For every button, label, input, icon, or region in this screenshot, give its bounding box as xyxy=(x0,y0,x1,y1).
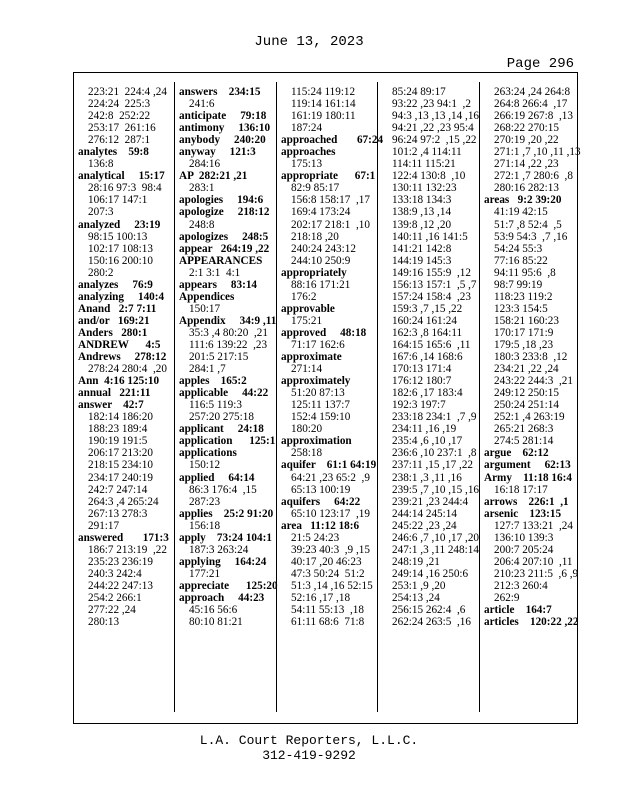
index-entry: arrows 226:1 ,1 xyxy=(484,495,569,508)
index-reference: 150:12 xyxy=(189,459,221,472)
index-reference: 202:17 218:1 ,10 xyxy=(291,218,370,231)
index-reference: 182:14 186:20 xyxy=(88,411,153,424)
index-reference: 130:11 132:23 xyxy=(392,182,457,195)
index-reference: 236:6 ,10 237:1 ,8 xyxy=(392,447,477,460)
index-reference: 96:24 97:2 ,15 ,22 xyxy=(392,134,477,147)
index-reference: 186:7 213:19 ,22 xyxy=(88,543,167,556)
column-divider xyxy=(174,82,175,712)
index-reference: 240:3 242:4 xyxy=(88,567,142,580)
index-reference: 283:1 xyxy=(189,182,215,195)
index-reference: 182:6 ,17 183:4 xyxy=(392,387,463,400)
index-reference: 116:5 119:3 xyxy=(189,399,242,412)
index-reference: 246:6 ,7 ,10 ,17 ,20 xyxy=(392,531,480,544)
index-entry: answers 234:15 xyxy=(179,86,261,98)
index-reference: 98:15 100:13 xyxy=(88,230,148,243)
index-reference: 234:11 ,16 ,19 xyxy=(392,423,457,436)
index-entry: AP 282:21 ,21 xyxy=(179,170,248,183)
index-reference: 263:24 ,24 264:8 xyxy=(494,86,571,98)
index-entry: analytes 59:8 xyxy=(78,146,149,159)
index-column-3 xyxy=(281,86,384,629)
index-entry: applying 164:24 xyxy=(179,555,267,568)
index-reference: 21:5 24:23 xyxy=(291,531,340,544)
index-reference: 139:8 ,12 ,20 xyxy=(392,218,452,231)
index-reference: 51:7 ,8 52:4 ,5 xyxy=(494,218,562,231)
index-entry: anyway 121:3 xyxy=(179,146,256,159)
index-entry: apologies 194:6 xyxy=(179,194,264,207)
index-reference: 102:17 108:13 xyxy=(88,242,153,255)
index-reference: 41:19 42:15 xyxy=(494,206,548,219)
index-entry: Anand 2:7 7:11 xyxy=(78,302,157,315)
index-reference: 180:3 233:8 ,12 xyxy=(494,351,568,364)
index-reference: 245:22 ,23 ,24 xyxy=(392,519,457,532)
index-reference: 149:16 155:9 ,12 xyxy=(392,266,471,279)
index-reference: 223:21 224:4 ,24 xyxy=(88,86,167,98)
index-entry: arsenic 123:15 xyxy=(484,507,562,520)
index-reference: 16:18 17:17 xyxy=(494,483,548,496)
index-reference: 51:20 87:13 xyxy=(291,387,345,400)
index-column-4 xyxy=(382,86,480,629)
index-entry: Army 11:18 16:4 xyxy=(484,471,572,484)
index-reference: 258:18 xyxy=(291,447,323,460)
index-entry: anticipate 79:18 xyxy=(179,110,267,123)
index-reference: 207:3 xyxy=(88,206,114,219)
index-reference: 144:19 145:3 xyxy=(392,254,452,267)
index-entry: antimony 136:10 xyxy=(179,122,271,135)
index-reference: 35:3 ,4 80:20 ,21 xyxy=(189,326,268,339)
index-reference: 257:20 275:18 xyxy=(189,411,254,424)
index-reference: 136:10 139:3 xyxy=(494,531,554,544)
index-entry: application 125:1 xyxy=(179,435,276,448)
index-reference: 187:24 xyxy=(291,122,323,135)
index-entry: applicable 44:22 xyxy=(179,387,269,400)
index-reference: 39:23 40:3 ,9 ,15 xyxy=(291,543,370,556)
index-reference: 224:24 225:3 xyxy=(88,98,151,111)
index-entry: approximately xyxy=(281,375,351,388)
index-reference: 268:22 270:15 xyxy=(494,122,559,135)
index-reference: 170:13 171:4 xyxy=(392,363,452,376)
index-reference: 256:15 262:4 ,6 xyxy=(392,604,466,617)
index-entry: article 164:7 xyxy=(484,604,552,617)
index-reference: 248:8 xyxy=(189,218,215,231)
index-reference: 162:3 ,8 164:11 xyxy=(392,326,463,339)
index-reference: 267:13 278:3 xyxy=(88,507,148,520)
index-reference: 159:3 ,7 ,15 ,22 xyxy=(392,302,463,315)
index-entry: applied 64:14 xyxy=(179,471,255,484)
index-reference: 270:19 ,20 ,22 xyxy=(494,134,559,147)
index-reference: 125:11 137:7 xyxy=(291,399,350,412)
index-reference: 234:21 ,22 ,24 xyxy=(494,363,559,376)
index-entry: applications xyxy=(179,447,237,460)
index-reference: 249:14 ,16 250:6 xyxy=(392,567,469,580)
index-reference: 249:12 250:15 xyxy=(494,387,559,400)
index-reference: 133:18 134:3 xyxy=(392,194,452,207)
index-reference: 280:13 xyxy=(88,616,120,629)
index-entry: Anders 280:1 xyxy=(78,326,148,339)
index-entry: applicant 24:18 xyxy=(179,423,264,436)
index-entry: approaches xyxy=(281,146,336,159)
index-entry: APPEARANCES xyxy=(179,254,263,267)
index-reference: 152:4 159:10 xyxy=(291,411,351,424)
index-entry: approach 44:23 xyxy=(179,591,265,604)
index-entry: Appendices xyxy=(179,290,235,303)
index-reference: 141:21 142:8 xyxy=(392,242,452,255)
index-reference: 180:20 xyxy=(291,423,323,436)
index-entry: answer 42:7 xyxy=(78,399,144,412)
index-entry: aquifer 61:1 64:19 xyxy=(281,459,377,472)
index-entry: argue 62:12 xyxy=(484,447,549,460)
column-divider xyxy=(276,82,277,712)
index-reference: 234:17 240:19 xyxy=(88,471,153,484)
index-reference: 254:2 266:1 xyxy=(88,591,142,604)
index-reference: 241:6 xyxy=(189,98,215,111)
index-reference: 244:14 245:14 xyxy=(392,507,457,520)
index-column-5 xyxy=(484,86,581,629)
index-reference: 114:11 115:21 xyxy=(392,158,456,171)
index-reference: 284:1 ,7 xyxy=(189,363,226,376)
index-reference: 248:19 ,21 xyxy=(392,555,440,568)
index-entry: apply 73:24 104:1 xyxy=(179,531,272,544)
index-reference: 188:23 189:4 xyxy=(88,423,148,436)
index-reference: 54:24 55:3 xyxy=(494,242,543,255)
index-reference: 278:24 280:4 ,20 xyxy=(88,363,167,376)
index-reference: 175:21 xyxy=(291,314,323,327)
footer-company: L.A. Court Reporters, L.L.C. xyxy=(199,733,419,748)
index-reference: 51:3 ,14 ,16 52:15 xyxy=(291,579,373,592)
index-reference: 157:24 158:4 ,23 xyxy=(392,290,471,303)
index-reference: 240:24 243:12 xyxy=(291,242,356,255)
index-reference: 88:16 171:21 xyxy=(291,278,351,291)
index-entry: apologizes 248:5 xyxy=(179,230,269,243)
index-reference: 170:17 171:9 xyxy=(494,326,554,339)
index-entry: articles 120:22 ,22 xyxy=(484,616,579,629)
index-entry: anybody 240:20 xyxy=(179,134,266,147)
index-reference: 28:16 97:3 98:4 xyxy=(88,182,162,195)
index-reference: 156:8 158:17 ,17 xyxy=(291,194,370,207)
index-reference: 264:8 266:4 ,17 xyxy=(494,98,568,111)
index-entry: annual 221:11 xyxy=(78,387,151,400)
index-reference: 47:3 50:24 51:2 xyxy=(291,567,365,580)
index-reference: 235:23 236:19 xyxy=(88,555,153,568)
index-reference: 218:15 234:10 xyxy=(88,459,153,472)
index-reference: 40:17 ,20 46:23 xyxy=(291,555,362,568)
index-entry: answered 171:3 xyxy=(78,531,169,544)
index-reference: 280:2 xyxy=(88,266,114,279)
index-reference: 150:16 200:10 xyxy=(88,254,153,267)
index-entry: area 11:12 18:6 xyxy=(281,519,360,532)
index-reference: 54:11 55:13 ,18 xyxy=(291,604,364,617)
index-reference: 284:16 xyxy=(189,158,221,171)
index-reference: 243:22 244:3 ,21 xyxy=(494,375,573,388)
index-reference: 266:19 267:8 ,13 xyxy=(494,110,573,123)
index-entry: approved 48:18 xyxy=(281,326,367,339)
index-reference: 52:16 ,17 ,18 xyxy=(291,591,351,604)
index-reference: 118:23 119:2 xyxy=(494,290,553,303)
index-reference: 190:19 191:5 xyxy=(88,435,148,448)
index-reference: 250:24 251:14 xyxy=(494,399,559,412)
index-entry: Ann 4:16 125:10 xyxy=(78,375,160,388)
index-reference: 280:16 282:13 xyxy=(494,182,559,195)
index-entry: approvable xyxy=(281,302,335,315)
index-reference: 115:24 119:12 xyxy=(291,86,356,98)
index-entry: appear 264:19 ,22 xyxy=(179,242,270,255)
index-reference: 242:7 247:14 xyxy=(88,483,148,496)
transcript-date: June 13, 2023 xyxy=(254,34,364,50)
index-reference: 206:4 207:10 ,11 xyxy=(494,555,573,568)
index-reference: 254:13 ,24 xyxy=(392,591,440,604)
index-reference: 262:9 xyxy=(494,591,520,604)
index-reference: 239:21 ,23 244:4 xyxy=(392,495,469,508)
index-reference: 276:12 287:1 xyxy=(88,134,151,147)
index-reference: 287:23 xyxy=(189,495,221,508)
index-entry: analytical 15:17 xyxy=(78,170,165,183)
index-reference: 264:3 ,4 265:24 xyxy=(88,495,159,508)
index-reference: 61:11 68:6 71:8 xyxy=(291,616,365,629)
index-reference: 169:4 173:24 xyxy=(291,206,351,219)
index-reference: 252:1 ,4 263:19 xyxy=(494,411,565,424)
index-reference: 265:21 268:3 xyxy=(494,423,554,436)
index-entry: applies 25:2 91:20 xyxy=(179,507,274,520)
index-reference: 277:22 ,24 xyxy=(88,604,136,617)
index-reference: 271:14 xyxy=(291,363,323,376)
index-reference: 177:21 xyxy=(189,567,221,580)
index-reference: 2:1 3:1 4:1 xyxy=(189,266,241,279)
index-reference: 235:4 ,6 ,10 ,17 xyxy=(392,435,463,448)
index-reference: 80:10 81:21 xyxy=(189,616,243,629)
index-reference: 253:17 261:16 xyxy=(88,122,156,135)
index-entry: approached 67:24 xyxy=(281,134,384,147)
index-entry: ANDREW 4:5 xyxy=(78,338,161,351)
index-entry: approximate xyxy=(281,351,342,364)
index-reference: 161:19 180:11 xyxy=(291,110,356,123)
index-reference: 175:13 xyxy=(291,158,323,171)
index-reference: 93:22 ,23 94:1 ,2 xyxy=(392,98,471,111)
index-reference: 212:3 260:4 xyxy=(494,579,548,592)
index-reference: 156:13 157:1 ,5 ,7 xyxy=(392,278,477,291)
index-reference: 201:5 217:15 xyxy=(189,351,249,364)
index-reference: 167:6 ,14 168:6 xyxy=(392,351,463,364)
index-entry: appropriately xyxy=(281,266,347,279)
index-reference: 262:24 263:5 ,16 xyxy=(392,616,471,629)
index-reference: 176:12 180:7 xyxy=(392,375,452,388)
index-entry: appreciate 125:20 xyxy=(179,579,278,592)
index-reference: 192:3 197:7 xyxy=(392,399,446,412)
index-reference: 200:7 205:24 xyxy=(494,543,554,556)
index-column-1 xyxy=(78,86,169,629)
index-reference: 271:14 ,22 ,23 xyxy=(494,158,559,171)
index-reference: 242:8 252:22 xyxy=(88,110,151,123)
page-number: Page 296 xyxy=(506,56,574,72)
index-reference: 106:17 147:1 xyxy=(88,194,148,207)
index-entry: aquifers 64:22 xyxy=(281,495,361,508)
index-entry: appropriate 67:1 xyxy=(281,170,376,183)
index-reference: 82:9 85:17 xyxy=(291,182,340,195)
index-reference: 187:3 263:24 xyxy=(189,543,249,556)
index-entry: analyzed 23:19 xyxy=(78,218,161,231)
index-reference: 291:17 xyxy=(88,519,120,532)
index-entry: apologize 218:12 xyxy=(179,206,270,219)
index-reference: 65:10 123:17 ,19 xyxy=(291,507,370,520)
index-entry: areas 9:2 39:20 xyxy=(484,194,562,207)
column-divider xyxy=(377,82,378,712)
index-reference: 176:2 xyxy=(291,290,317,303)
index-reference: 237:11 ,15 ,17 ,22 xyxy=(392,459,474,472)
index-reference: 136:8 xyxy=(88,158,114,171)
index-reference: 94:11 95:6 ,8 xyxy=(494,266,556,279)
index-reference: 65:13 100:19 xyxy=(291,483,351,496)
footer-phone: 312-419-9292 xyxy=(262,748,356,763)
index-reference: 179:5 ,18 ,23 xyxy=(494,338,554,351)
index-entry: analyzes 76:9 xyxy=(78,278,153,291)
index-reference: 218:18 ,20 xyxy=(291,230,339,243)
index-reference: 71:17 162:6 xyxy=(291,338,345,351)
index-entry: apples 165:2 xyxy=(179,375,247,388)
index-column-2 xyxy=(179,86,278,629)
index-reference: 77:16 85:22 xyxy=(494,254,548,267)
index-reference: 271:1 ,7 ,10 ,11 ,13 xyxy=(494,146,581,159)
index-reference: 111:6 139:22 ,23 xyxy=(189,338,268,351)
index-reference: 156:18 xyxy=(189,519,221,532)
index-entry: analyzing 140:4 xyxy=(78,290,165,303)
index-entry: argument 62:13 xyxy=(484,459,571,472)
index-reference: 210:23 211:5 ,6 ,9 xyxy=(494,567,579,580)
index-reference: 247:1 ,3 ,11 248:14 xyxy=(392,543,479,556)
index-reference: 253:1 ,9 ,20 xyxy=(392,579,446,592)
index-reference: 101:2 ,4 114:11 xyxy=(392,146,462,159)
index-reference: 272:1 ,7 280:6 ,8 xyxy=(494,170,573,183)
index-reference: 238:1 ,3 ,11 ,16 xyxy=(392,471,462,484)
index-reference: 138:9 ,13 ,14 xyxy=(392,206,452,219)
index-reference: 239:5 ,7 ,10 ,15 ,16 xyxy=(392,483,480,496)
index-reference: 53:9 54:3 ,7 ,16 xyxy=(494,230,568,243)
index-reference: 127:7 133:21 ,24 xyxy=(494,519,573,532)
index-reference: 150:17 xyxy=(189,302,221,315)
index-reference: 244:10 250:9 xyxy=(291,254,351,267)
index-entry: approximation xyxy=(281,435,352,448)
index-entry: and/or 169:21 xyxy=(78,314,150,327)
index-reference: 86:3 176:4 ,15 xyxy=(189,483,257,496)
index-reference: 64:21 ,23 65:2 ,9 xyxy=(291,471,370,484)
index-reference: 140:11 ,16 141:5 xyxy=(392,230,468,243)
index-reference: 274:5 281:14 xyxy=(494,435,554,448)
index-reference: 94:3 ,13 ,13 ,14 ,16 xyxy=(392,110,480,123)
index-reference: 94:21 ,22 ,23 95:4 xyxy=(392,122,474,135)
index-reference: 98:7 99:19 xyxy=(494,278,543,291)
index-reference: 122:4 130:8 ,10 xyxy=(392,170,466,183)
index-reference: 244:22 247:13 xyxy=(88,579,153,592)
index-reference: 160:24 161:24 xyxy=(392,314,457,327)
index-reference: 123:3 154:5 xyxy=(494,302,548,315)
index-reference: 158:21 160:23 xyxy=(494,314,559,327)
index-entry: Andrews 278:12 xyxy=(78,351,167,364)
index-reference: 119:14 161:14 xyxy=(291,98,356,111)
index-entry: appears 83:14 xyxy=(179,278,258,291)
index-reference: 206:17 213:20 xyxy=(88,447,153,460)
index-reference: 164:15 165:6 ,11 xyxy=(392,338,471,351)
column-divider xyxy=(479,82,480,712)
index-reference: 45:16 56:6 xyxy=(189,604,238,617)
index-reference: 233:18 234:1 ,7 ,9 xyxy=(392,411,477,424)
index-entry: Appendix 34:9 ,11 xyxy=(179,314,277,327)
index-reference: 85:24 89:17 xyxy=(392,86,446,98)
